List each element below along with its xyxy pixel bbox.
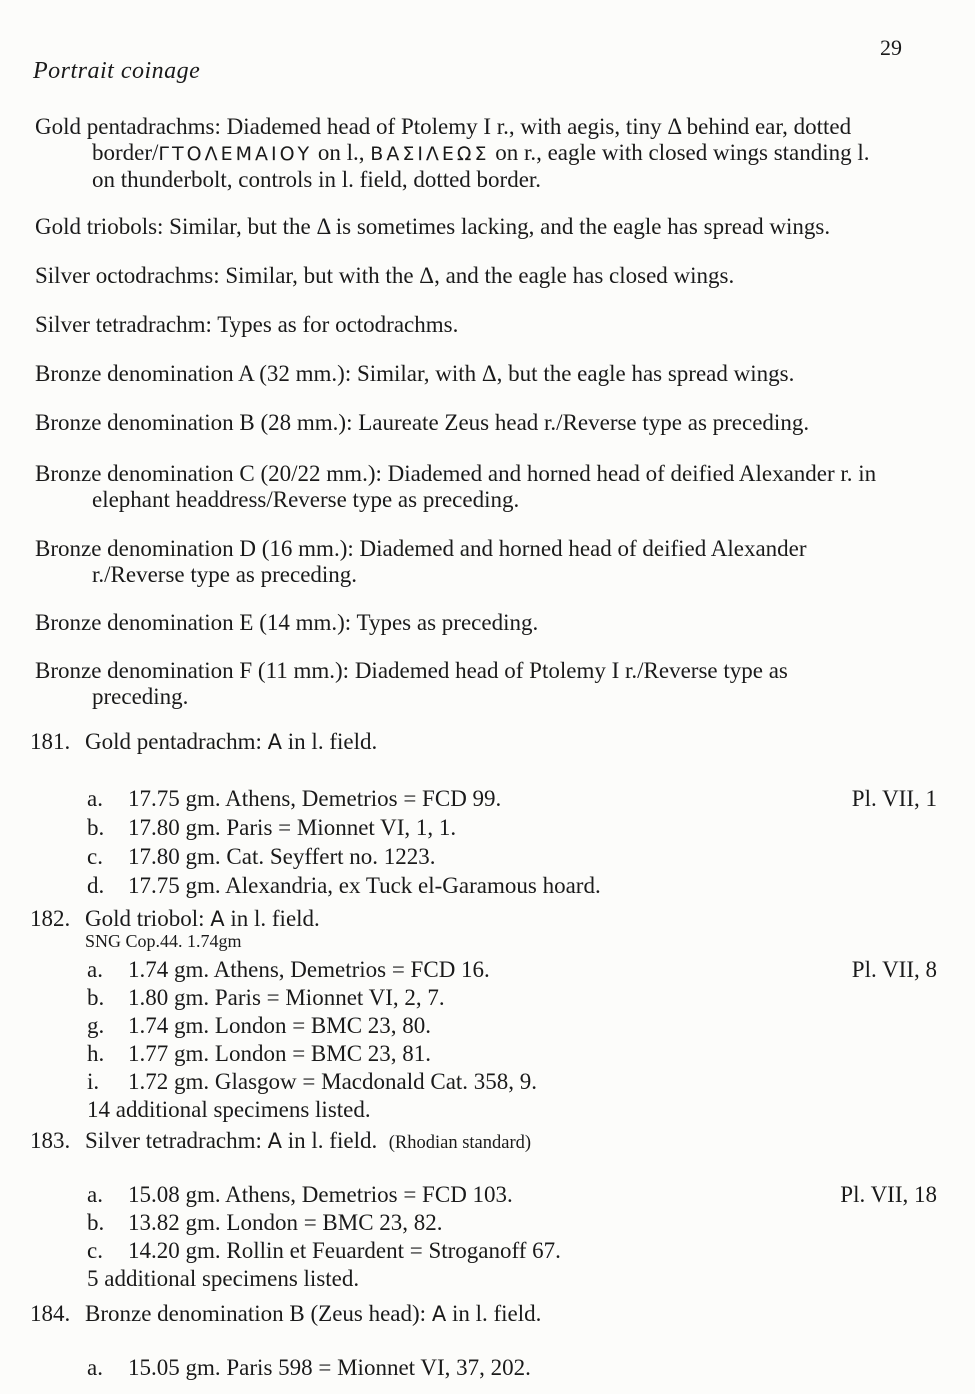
entry-title: Gold pentadrachm:: [85, 729, 268, 754]
catalog-entry-heading-183: [30, 1128, 531, 1154]
specimen-row: [87, 1181, 937, 1209]
type-description-bronze-c: [35, 461, 876, 513]
description-text: border/: [92, 140, 159, 165]
specimen-list-181: [87, 784, 937, 900]
control-mark-alpha: Α: [431, 1302, 447, 1326]
specimen-text: 1.74 gm. Athens, Demetrios = FCD 16.: [128, 957, 490, 982]
specimen-text: 1.74 gm. London = BMC 23, 80.: [128, 1013, 432, 1038]
specimen-letter: g.: [87, 1013, 105, 1038]
specimen-list-184: [87, 1354, 937, 1382]
specimen-row: [87, 1237, 937, 1265]
specimen-letter: b.: [87, 985, 105, 1010]
text-line: Bronze denomination C (20/22 mm.): Diademed and horned head of deified Alexander r. in: [35, 461, 877, 486]
type-description-bronze-b: [35, 410, 809, 436]
specimen-text: 15.05 gm. Paris 598 = Mionnet VI, 37, 202.: [128, 1355, 531, 1380]
specimen-row: [87, 871, 937, 900]
greek-legend-basileos: ΒΑΣΙΛΕΩΣ: [370, 143, 490, 165]
type-description-bronze-d: [35, 536, 807, 588]
additional-specimens-note: 5 additional specimens listed.: [87, 1266, 360, 1291]
specimen-letter: a.: [87, 1182, 103, 1207]
specimen-text: 14.20 gm. Rollin et Feuardent = Stroganoff 67.: [128, 1238, 561, 1263]
specimen-text: 15.08 gm. Athens, Demetrios = FCD 103.: [128, 1182, 513, 1207]
specimen-row: [87, 842, 937, 871]
description-text: on thunderbolt, controls in l. field, dotted border.: [92, 167, 542, 192]
description-text: on l.,: [312, 140, 371, 165]
specimen-text: 17.75 gm. Alexandria, ex Tuck el-Garamous hoard.: [128, 873, 601, 898]
type-description-silver-octodrachms: [35, 263, 734, 289]
plate-reference: Pl. VII, 8: [851, 957, 937, 982]
entry-title: in l. field.: [446, 1301, 542, 1326]
catalog-entry-heading-184: [30, 1301, 541, 1327]
type-description-gold-pentadrachms: [35, 114, 870, 193]
catalog-entry-heading-182: [30, 906, 320, 932]
specimen-row: [87, 956, 937, 984]
specimen-row: [87, 1209, 937, 1237]
specimen-letter: b.: [87, 1210, 105, 1235]
specimen-row: [87, 984, 937, 1012]
specimen-text: 17.80 gm. Paris = Mionnet VI, 1, 1.: [128, 815, 457, 840]
control-mark-alpha: Α: [267, 1129, 283, 1153]
catalog-entry-heading-181: [30, 729, 377, 755]
type-description-bronze-e: [35, 610, 538, 636]
control-mark-alpha: Α: [210, 907, 225, 931]
specimen-text: 17.80 gm. Cat. Seyffert no. 1223.: [128, 844, 436, 869]
text-line: Bronze denomination F (11 mm.): Diademed head of Ptolemy I r./Reverse type as: [35, 658, 788, 683]
type-description-gold-triobols: [35, 214, 830, 240]
text-line: preceding.: [92, 684, 189, 709]
text-line: Silver tetradrachm: Types as for octodrachms.: [35, 312, 459, 337]
plate-reference: Pl. VII, 18: [840, 1182, 937, 1207]
entry-number: 183.: [30, 1128, 71, 1153]
text-line: Bronze denomination A (32 mm.): Similar, with Δ, but the eagle has spread wings.: [35, 361, 795, 386]
text-line: Bronze denomination E (14 mm.): Types as preceding.: [35, 610, 539, 635]
specimen-letter: c.: [87, 1238, 103, 1263]
entry-title: Gold triobol:: [85, 906, 211, 931]
entry-title: in l. field.: [282, 1128, 378, 1153]
specimen-text: 17.75 gm. Athens, Demetrios = FCD 99.: [128, 786, 502, 811]
specimen-letter: a.: [87, 1355, 103, 1380]
plate-reference: Pl. VII, 1: [851, 786, 937, 811]
specimen-row: [87, 1354, 937, 1382]
specimen-list-182: [87, 956, 937, 1124]
specimen-letter: h.: [87, 1041, 105, 1066]
text-line: [35, 167, 870, 193]
entry-title: Silver tetradrachm:: [85, 1128, 268, 1153]
text-line: [35, 114, 870, 140]
specimen-text: 1.72 gm. Glasgow = Macdonald Cat. 358, 9.: [128, 1069, 538, 1094]
specimen-row: [87, 1012, 937, 1040]
entry-title: in l. field.: [224, 906, 320, 931]
specimen-letter: i.: [87, 1069, 100, 1094]
type-description-bronze-a: [35, 361, 794, 387]
type-description-silver-tetradrachm: [35, 312, 458, 338]
text-line: r./Reverse type as preceding.: [92, 562, 358, 587]
specimen-text: 1.77 gm. London = BMC 23, 81.: [128, 1041, 432, 1066]
entry-number: 184.: [30, 1301, 71, 1326]
specimen-letter: b.: [87, 815, 105, 840]
specimen-letter: a.: [87, 786, 103, 811]
text-line: Bronze denomination D (16 mm.): Diademed and horned head of deified Alexander: [35, 536, 807, 561]
specimen-letter: c.: [87, 844, 103, 869]
page-number: 29: [880, 35, 902, 60]
specimen-letter: a.: [87, 957, 103, 982]
text-line: [35, 140, 870, 167]
specimen-text: 1.80 gm. Paris = Mionnet VI, 2, 7.: [128, 985, 445, 1010]
description-text: Gold pentadrachms: Diademed head of Ptolemy I r., with aegis, tiny Δ behind ear, dotted: [35, 114, 852, 139]
text-line: elephant headdress/Reverse type as preceding.: [92, 487, 520, 512]
specimen-list-183: [87, 1181, 937, 1293]
specimen-row: [87, 784, 937, 813]
specimen-row: [87, 1068, 937, 1096]
type-description-bronze-f: [35, 658, 788, 710]
specimen-row: [87, 813, 937, 842]
entry-number: 181.: [30, 729, 71, 754]
specimen-text: 13.82 gm. London = BMC 23, 82.: [128, 1210, 443, 1235]
entry-title: in l. field.: [282, 729, 378, 754]
text-line: Silver octodrachms: Similar, but with the Δ, and the eagle has closed wings.: [35, 263, 735, 288]
standard-qualifier: (Rhodian standard): [388, 1133, 532, 1153]
entry-number: 182.: [30, 906, 71, 931]
section-heading: Portrait coinage: [33, 58, 201, 84]
description-text: on r., eagle with closed wings standing l.: [489, 140, 870, 165]
text-line: Gold triobols: Similar, but the Δ is sometimes lacking, and the eagle has spread wings.: [35, 214, 831, 239]
text-line: Bronze denomination B (28 mm.): Laureate Zeus head r./Reverse type as preceding.: [35, 410, 810, 435]
specimen-letter: d.: [87, 873, 105, 898]
specimen-row: [87, 1040, 937, 1068]
additional-specimens-note: 14 additional specimens listed.: [87, 1097, 371, 1122]
control-mark-alpha: Α: [267, 730, 283, 754]
greek-legend-ptolemaiou: ΓΤΟΛΕΜΑΙΟΥ: [158, 143, 313, 165]
entry-title: Bronze denomination B (Zeus head):: [85, 1301, 432, 1326]
entry-annotation: SNG Cop.44. 1.74gm: [85, 931, 242, 951]
